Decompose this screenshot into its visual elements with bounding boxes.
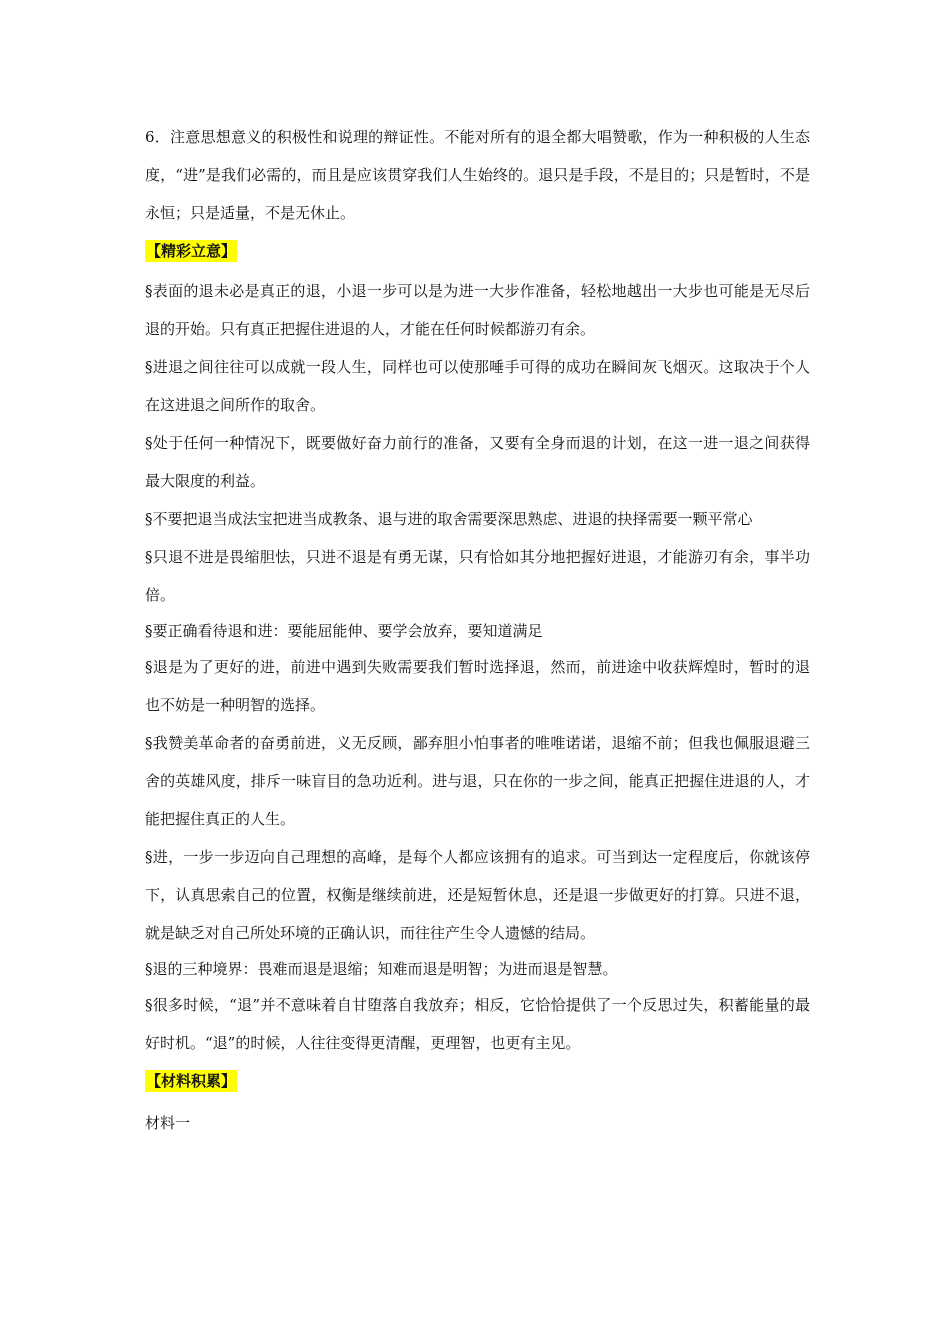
- idea-paragraph-10: §退的三种境界：畏难而退是退缩；知难而退是明智；为进而退是智慧。: [145, 960, 618, 978]
- idea-paragraph-1: §表面的退未必是真正的退，小退一步可以是为进一大步作准备，轻松地越出一大步也可能是无尽后退的开始。只有真正把握住进退的人，才能在任何时候都游刃有余。: [145, 282, 810, 338]
- section-heading-cailiao-jilei: 【材料积累】: [146, 1072, 237, 1090]
- idea-paragraph-4: §不要把退当成法宝把进当成教条、退与进的取舍需要深思熟虑、进退的抉择需要一颗平常心: [145, 510, 753, 528]
- idea-paragraph-6: §要正确看待退和进：要能屈能伸、要学会放弃，要知道满足: [145, 622, 543, 640]
- idea-paragraph-2: §进退之间往往可以成就一段人生，同样也可以使那唾手可得的成功在瞬间灰飞烟灭。这取决于个人在这进退之间所作的取舍。: [145, 358, 810, 414]
- idea-paragraph-9: §进，一步一步迈向自己理想的高峰，是每个人都应该拥有的追求。可当到达一定程度后，你就该停下，认真思索自己的位置，权衡是继续前进，还是短暂休息，还是退一步做更好的打算。只进不退，就是缺乏对自己所处环境的正确认识，而往往产生令人遗憾的结局。: [145, 848, 810, 942]
- point-6-paragraph: 6．注意思想意义的积极性和说理的辩证性。不能对所有的退全都大唱赞歌，作为一种积极的人生态度，“进”是我们必需的，而且是应该贯穿我们人生始终的。退只是手段，不是目的；只是暂时，不是永恒；只是适量，不是无休止。: [145, 128, 810, 222]
- material-one-label: 材料一: [145, 1114, 191, 1132]
- idea-paragraph-7: §退是为了更好的进，前进中遇到失败需要我们暂时选择退，然而，前进途中收获辉煌时，暂时的退也不妨是一种明智的选择。: [145, 658, 810, 714]
- idea-paragraph-5: §只退不进是畏缩胆怯，只进不退是有勇无谋，只有恰如其分地把握好进退，才能游刃有余，事半功倍。: [145, 548, 810, 604]
- idea-paragraph-11: §很多时候，“退”并不意味着自甘堕落自我放弃；相反，它恰恰提供了一个反思过失，积蓄能量的最好时机。“退”的时候，人往往变得更清醒，更理智，也更有主见。: [145, 996, 810, 1052]
- idea-paragraph-3: §处于任何一种情况下，既要做好奋力前行的准备，又要有全身而退的计划，在这一进一退之间获得最大限度的利益。: [145, 434, 810, 490]
- idea-paragraph-8: §我赞美革命者的奋勇前进，义无反顾，鄙弃胆小怕事者的唯唯诺诺，退缩不前；但我也佩服退避三舍的英雄风度，排斥一味盲目的急功近利。进与退，只在你的一步之间，能真正把握住进退的人，才能把握住真正的人生。: [145, 734, 810, 828]
- section-heading-jingcai-liyi: 【精彩立意】: [146, 242, 237, 260]
- document-content: [145, 118, 810, 1142]
